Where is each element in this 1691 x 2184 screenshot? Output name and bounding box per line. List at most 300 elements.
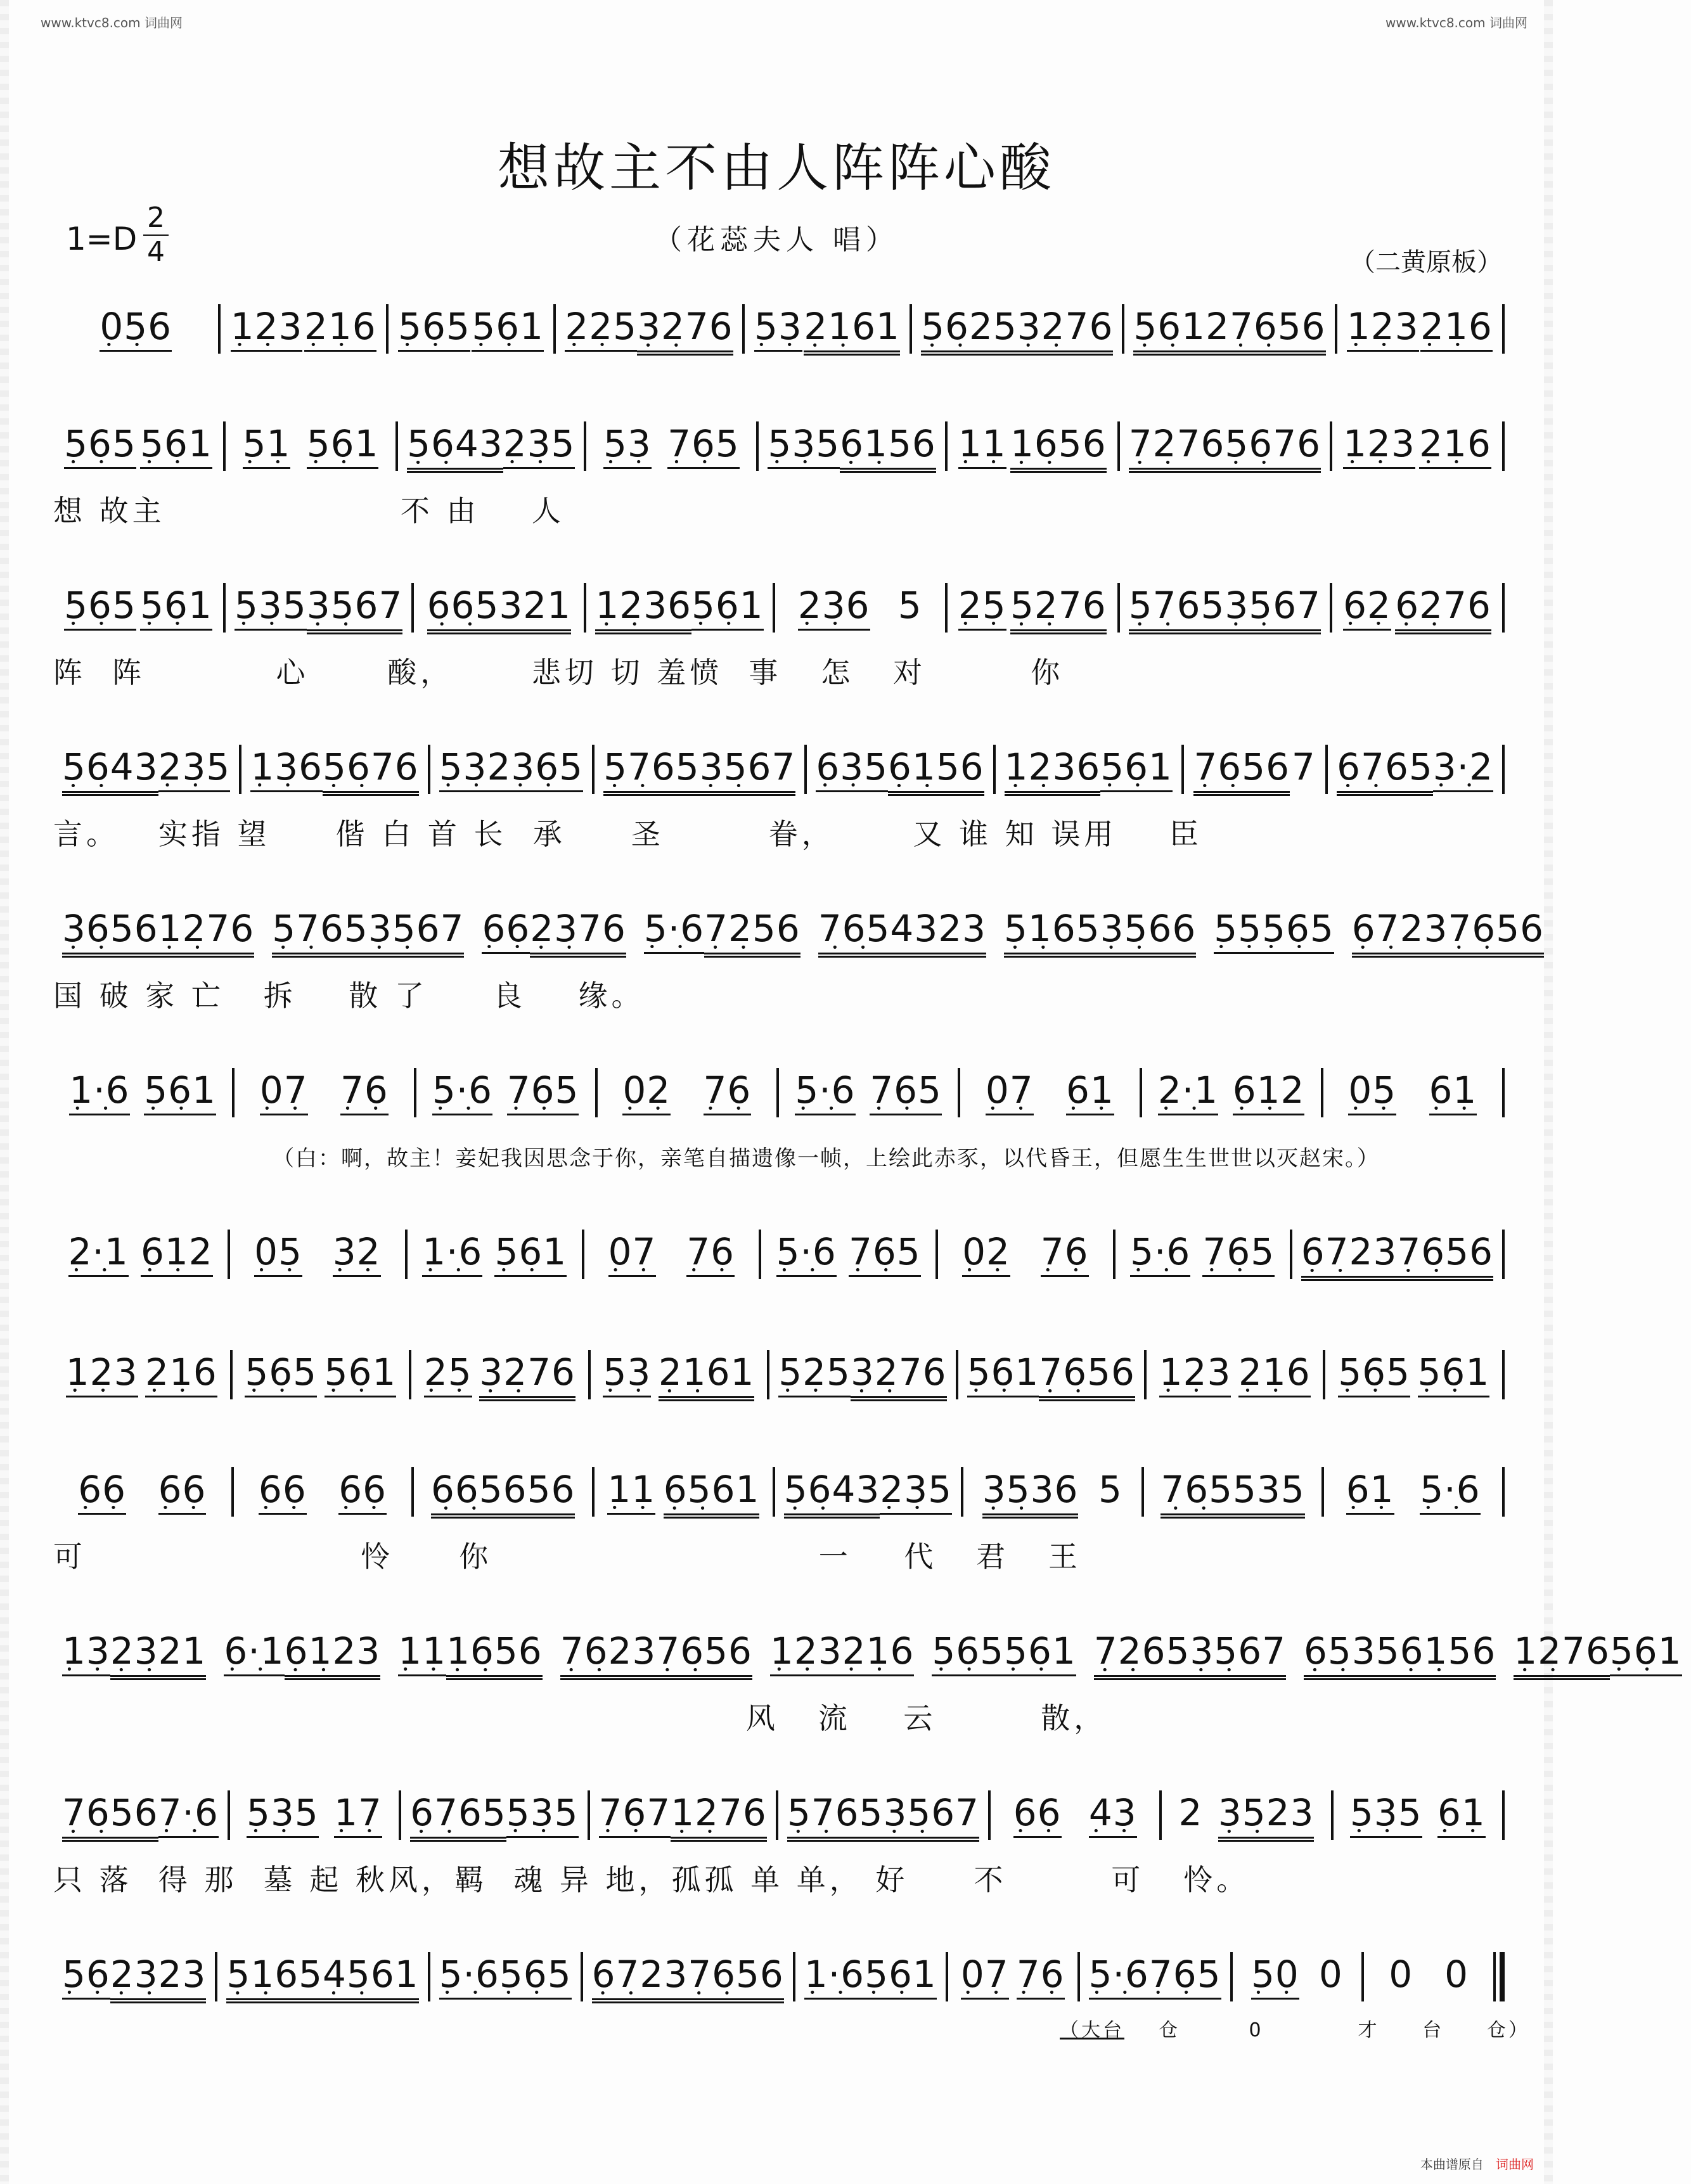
measure [958, 1350, 1144, 1401]
score-system [53, 1790, 1505, 1842]
score-system [53, 1467, 1505, 1519]
note-group: 5643 • • [407, 421, 503, 473]
note-group: 13 • • [62, 1629, 110, 1676]
note-group: 235 • • [880, 1467, 952, 1515]
note-group: 123 • • [770, 1629, 842, 1676]
barline [1502, 583, 1505, 633]
note-group: 612 • • [1233, 1068, 1305, 1115]
perc-c: 0 [1249, 2019, 1264, 2041]
measure [556, 304, 742, 356]
measure [414, 583, 584, 634]
measure [586, 583, 772, 634]
note-group: 561 • • [472, 304, 544, 352]
note-group: 56 • • [62, 1952, 110, 2000]
perc-b: 仓 [1159, 2019, 1181, 2041]
note-group: 365 • • [511, 745, 583, 792]
measure [584, 1230, 759, 1277]
note-group: 1·6 • • [804, 1952, 865, 2000]
note-group: 61 • • [1066, 1068, 1114, 1115]
note-group: 07 • • [608, 1230, 657, 1277]
perc-d: 才 [1358, 2019, 1380, 2041]
note-group: 5·6 • • [795, 1068, 855, 1115]
note-group: 565 • • [64, 421, 136, 469]
measure [1184, 745, 1325, 796]
barline [1502, 1230, 1505, 1279]
note-group: 561 • • [865, 1952, 937, 2000]
note-group: 5·6 • • [1420, 1467, 1480, 1515]
measure [991, 1790, 1159, 1838]
note-group: 3656 • • [62, 906, 158, 958]
measure [53, 1467, 231, 1515]
note-group: 2·1 • • [1158, 1068, 1218, 1115]
note-group: 3566 • • [1100, 906, 1197, 958]
measure [221, 304, 385, 352]
note-group: 2161 • • [659, 1350, 755, 1401]
measure [745, 304, 910, 356]
note-group: 561 • • [144, 1068, 216, 1115]
note-group: 5765 • • [1129, 583, 1225, 634]
note-group: 765 • • [1202, 1230, 1275, 1277]
barline [1502, 1790, 1505, 1840]
note-group: 76 • • [340, 1068, 389, 1115]
measure [1162, 1790, 1330, 1842]
note-group: 5643 • • [784, 1467, 880, 1519]
barline [1502, 1467, 1505, 1517]
site-watermark-right: www.ktvc8.com 词曲网 [1385, 15, 1527, 30]
note-group: 17 • • [334, 1790, 382, 1838]
measure [1080, 1952, 1230, 2000]
note-group: 5676 • • [323, 745, 419, 796]
measure [53, 1350, 230, 1397]
measure [226, 421, 395, 469]
measure [53, 906, 263, 958]
footer [1420, 2154, 1534, 2173]
note-group: 02 • • [622, 1068, 671, 1115]
measure [960, 1068, 1139, 1115]
note-group: 535 • • [247, 1790, 319, 1838]
note-group: 5765 • • [272, 906, 368, 958]
note-group: 7654323 • • [818, 906, 986, 958]
note-group: 6276 • • [1395, 583, 1491, 634]
note-group: 5 [1098, 1468, 1122, 1511]
note-group: 02 • • [962, 1230, 1010, 1277]
note-group: 235 • • [503, 421, 575, 469]
note-group: 2376 • • [530, 906, 626, 958]
note-group: 216 • • [1419, 421, 1491, 469]
note-group: 6·1 • • [224, 1629, 284, 1676]
note-group: 565 • • [245, 1350, 317, 1397]
note-group: 565 • • [499, 1952, 572, 2000]
measure [761, 1629, 923, 1676]
note-group: 216 • • [304, 304, 376, 352]
note-group: 2321 • • [110, 1629, 207, 1680]
note-group: 0 [1318, 1953, 1343, 1996]
note-group: 765535 • • [1161, 1467, 1304, 1519]
measure [215, 1629, 389, 1680]
note-group: 216 • • [145, 1350, 217, 1397]
note-group: 6123 • • [285, 1629, 381, 1680]
note-group: 51 • • [243, 421, 291, 469]
note-group: 5276 • • [1010, 583, 1107, 634]
note-group: 765 • • [667, 421, 740, 469]
measure [53, 1629, 215, 1680]
measure [53, 421, 223, 469]
note-group: 2161 • • [804, 304, 900, 356]
note-group: 5643 • • [62, 745, 158, 796]
note-group: 535 • • [506, 1790, 579, 1838]
note-group: 1·6 • • [422, 1230, 482, 1277]
measure [1120, 421, 1330, 473]
note-group: 6535 • • [1304, 1629, 1400, 1680]
note-group: 5·6 • • [644, 906, 704, 954]
note-group: 32 • • [333, 1230, 381, 1277]
note-group: 3567 • • [1190, 1629, 1286, 1680]
note-group: 76 • • [1017, 1952, 1065, 2000]
note-group: 6561 • • [664, 1467, 760, 1519]
measure [1292, 1230, 1502, 1281]
left-margin-strip [0, 0, 9, 2184]
measure [996, 745, 1181, 796]
measure [938, 1230, 1112, 1277]
lyric-line: 可 怜 你 一 代 君 王 [53, 1539, 1081, 1574]
measure [778, 1790, 988, 1842]
perc-e: 台 [1422, 2019, 1444, 2041]
note-group: 561 • • [1610, 1629, 1682, 1676]
measure [595, 745, 804, 796]
note-group: 61 • • [1437, 1790, 1486, 1838]
note-group: 123 • • [1159, 1350, 1231, 1397]
measure [230, 1230, 404, 1277]
measure [401, 1790, 587, 1842]
note-group: 0 [1389, 1953, 1413, 1996]
lyric-line: 只 落 得 那 墓 起 秋风，羁 魂 异 地，孤孤 单 单， 好 不 可 怜。 [53, 1863, 1250, 1897]
note-group: 216 • • [1420, 304, 1493, 352]
note-group: 7276 • • [1129, 421, 1225, 473]
measure [1328, 745, 1502, 796]
measure [1147, 1350, 1323, 1397]
note-group: 6723 • • [592, 1952, 688, 2003]
note-group: 76 • • [704, 1068, 752, 1115]
note-group: 561 • • [140, 583, 212, 631]
note-group: 62 • • [1343, 583, 1391, 631]
note-group: 05 • • [254, 1230, 302, 1277]
score-system [53, 1230, 1505, 1281]
note-group: 056 • • [100, 304, 172, 352]
note-group: 07 • • [260, 1068, 308, 1115]
measure [807, 745, 993, 796]
note-group: 61 • • [1429, 1068, 1477, 1115]
score-title: 想故主不由人阵阵心酸 [497, 138, 1055, 198]
note-group: 6723 • • [1301, 1230, 1398, 1281]
note-group: 1656 • • [446, 1629, 543, 1680]
note-group: 3536 • • [982, 1467, 1079, 1519]
measure [241, 745, 427, 796]
note-group: 6156 • • [888, 745, 984, 796]
note-group: 7656 • • [1448, 906, 1544, 958]
note-group: 5·6 • • [776, 1230, 837, 1277]
lyric-line: 风 流 云 散， [53, 1701, 1107, 1735]
measure [1085, 1629, 1295, 1680]
note-group: 3567 • • [883, 1790, 979, 1842]
perc-f: 仓） [1486, 2019, 1530, 2041]
measure [779, 1068, 958, 1115]
note-group: 5165 • • [1004, 906, 1100, 958]
measure [635, 906, 809, 958]
note-group: 236 • • [798, 583, 870, 631]
note-group: 535 • • [1350, 1790, 1422, 1838]
note-group: 216 • • [1238, 1350, 1311, 1397]
note-group: 561 • • [1100, 745, 1173, 792]
note-group: 7656 • • [62, 1790, 158, 1842]
measure [235, 1068, 413, 1115]
score-system [53, 583, 1505, 634]
measure [586, 421, 756, 469]
note-group: 565 • • [64, 583, 136, 631]
measure [53, 583, 223, 631]
note-group: 3276 • • [479, 1350, 575, 1401]
note-group: 5·6 • • [1089, 1952, 1149, 2000]
measure [1323, 1068, 1502, 1115]
measure [1142, 1068, 1321, 1115]
measure [263, 906, 473, 958]
note-group: 665656 • • [431, 1467, 575, 1519]
barline [1502, 1350, 1505, 1399]
note-group: 5·6 • • [1130, 1230, 1190, 1277]
note-group: 1236 • • [1005, 745, 1101, 796]
note-group: 6765 • • [1337, 745, 1433, 796]
barline [1493, 1952, 1505, 2001]
note-group: 11 • • [607, 1467, 655, 1515]
measure [1124, 304, 1334, 356]
measure [389, 1629, 551, 1680]
measure [1205, 906, 1343, 954]
measure [1332, 421, 1502, 469]
measure [416, 1068, 595, 1115]
note-group: 3·2 • • [1433, 745, 1493, 792]
note-group: 6156 • • [840, 421, 936, 473]
measure [595, 1467, 773, 1519]
measure [430, 745, 592, 792]
note-group: 1276 • • [158, 906, 255, 958]
measure [1324, 1467, 1502, 1515]
note-group: 561 • • [494, 1230, 567, 1277]
note-group: 7656 • • [1039, 1350, 1135, 1401]
note-group: 7656 • • [1193, 745, 1290, 796]
measure [995, 906, 1205, 958]
note-group: 765 • • [507, 1068, 579, 1115]
note-group: 25 • • [424, 1350, 472, 1397]
measure [583, 1952, 793, 2003]
note-group: 11 • • [958, 421, 1006, 469]
measure [411, 1350, 588, 1401]
note-group: 561 • • [140, 421, 212, 469]
note-group: 1656 • • [1010, 421, 1107, 473]
measure [233, 1350, 409, 1397]
measure [1505, 1629, 1690, 1680]
score-system [53, 745, 1505, 796]
measure [963, 1467, 1141, 1519]
note-group: 2·1 • • [68, 1230, 129, 1277]
note-group: 123 • • [66, 1350, 138, 1397]
note-group: 561 • • [967, 1350, 1039, 1397]
note-group: 665321 • • [427, 583, 571, 634]
note-group: 55 • • [1214, 906, 1262, 954]
note-group: 3567 • • [307, 583, 403, 634]
note-group: 525 • • [778, 1350, 851, 1397]
note-group: 53 • • [603, 1350, 651, 1397]
measure [809, 906, 995, 958]
note-group: 50 • • [1251, 1952, 1299, 2000]
lyric-line: 阵 阵 心 酸， 悲切 切 羞愤 事 怎 对 你 [53, 655, 1064, 690]
note-group: 765 • • [870, 1068, 942, 1115]
measure [1337, 304, 1502, 352]
measure [923, 1629, 1084, 1676]
measure [1144, 1467, 1322, 1519]
measure [795, 1952, 946, 2000]
measure [234, 1467, 412, 1515]
measure [590, 1790, 776, 1842]
measure [53, 1068, 232, 1115]
note-group: 565 • • [1338, 1350, 1410, 1397]
note-group: 5612 • • [1133, 304, 1230, 356]
note-group: 3276 • • [637, 304, 733, 356]
note-group: 561 • • [307, 421, 379, 469]
measure [473, 906, 634, 958]
note-group: 2 [1178, 1791, 1203, 1834]
note-group: 767 • • [599, 1790, 671, 1838]
meter-denominator: 4 [147, 236, 165, 268]
note-group: 7656 • • [1230, 304, 1326, 356]
measure [1233, 1952, 1362, 2000]
note-group: 1236 • • [595, 583, 691, 634]
measure [1325, 1350, 1502, 1397]
measure [53, 1230, 228, 1277]
note-group: 561 • • [325, 1350, 397, 1397]
note-group: 7256 • • [704, 906, 800, 958]
note-group: 561 • • [691, 583, 764, 631]
measure [398, 421, 584, 473]
note-group: 136 • • [250, 745, 323, 792]
measure [414, 1467, 592, 1519]
note-group: 07 • • [961, 1952, 1009, 2000]
note-group: 3276 • • [851, 1350, 947, 1401]
note-group: 6723 • • [1352, 906, 1448, 958]
aria-style: （二黄原板） [1350, 248, 1502, 277]
measure [1116, 1230, 1290, 1277]
measure [912, 304, 1122, 356]
measure [1364, 1952, 1493, 1996]
measure [948, 1952, 1077, 2000]
barline [1502, 745, 1505, 794]
note-group: 5165 • • [226, 1952, 323, 2003]
note-group: 3567 • • [1225, 583, 1321, 634]
note-group: 535 • • [768, 421, 840, 469]
note-group: 123 • • [1347, 304, 1419, 352]
note-group: 3567 • • [368, 906, 465, 958]
note-group: 25 • • [958, 583, 1006, 631]
measure [1343, 906, 1553, 958]
note-group: 6156 • • [1400, 1629, 1496, 1680]
score-system [53, 304, 1505, 356]
note-group: 612 • • [141, 1230, 213, 1277]
note-group: 0 [1444, 1953, 1469, 1996]
score-system [53, 421, 1505, 473]
measure [53, 1790, 228, 1842]
note-group: 76 • • [686, 1230, 735, 1277]
site-watermark-left: www.ktvc8.com 词曲网 [41, 15, 183, 30]
note-group: 6765 • • [410, 1790, 506, 1842]
note-group: 53 • • [603, 421, 652, 469]
note-group: 123 • • [231, 304, 303, 352]
note-group: 53 • • [754, 304, 802, 352]
measure [598, 1068, 776, 1115]
note-group: 66 • • [482, 906, 530, 954]
note-group: 5·6 • • [439, 1952, 499, 2000]
note-group: 7623 • • [560, 1629, 657, 1680]
score-system [53, 1952, 1505, 2003]
note-group: 66 • • [78, 1467, 126, 1515]
barline [1502, 1068, 1505, 1117]
spoken-dialogue: （白：啊，故主！妾妃我因思念于你，亲笔自描遗像一帧，上绘此赤豕，以代昏王，但愿生生世世以灭赵宋。） [273, 1146, 1380, 1171]
lyric-line: 想 故主 不 由 人 [53, 494, 565, 528]
meter-numerator: 2 [147, 202, 165, 234]
score-system [53, 1350, 1505, 1401]
note-group: 561 • • [1418, 1350, 1490, 1397]
note-group: 765 • • [849, 1230, 921, 1277]
note-group: 4561 • • [323, 1952, 419, 2003]
note-group: 225 • • [565, 304, 637, 352]
footer-left: 本曲谱原自 [1420, 2157, 1484, 2172]
note-group: 2323 • • [110, 1952, 207, 2003]
note-group: 5·6 • • [432, 1068, 492, 1115]
measure [761, 1230, 936, 1277]
note-group: 07 • • [986, 1068, 1034, 1115]
note-group: 66 • • [259, 1467, 307, 1515]
note-group: 765 • • [1149, 1952, 1221, 2000]
note-group: 66 • • [1013, 1790, 1062, 1838]
right-margin-strip [1544, 0, 1553, 2184]
percussion-line [1060, 2014, 1530, 2042]
note-group: 565 • • [932, 1629, 1004, 1676]
note-group: 216 • • [842, 1629, 915, 1676]
measure [948, 421, 1117, 473]
note-group: 635 • • [816, 745, 888, 792]
footer-brand: 词曲网 [1496, 2157, 1534, 2172]
key-signature: 1=D [66, 221, 138, 257]
measure [230, 1790, 399, 1838]
measure [775, 1467, 961, 1519]
note-group: 3567 • • [700, 745, 796, 796]
measure [217, 1952, 427, 2003]
note-group: 565 • • [1262, 906, 1334, 954]
note-group: 5765 • • [603, 745, 700, 796]
note-group: 1276 • • [1514, 1629, 1610, 1680]
measure [759, 421, 944, 473]
note-group: 61 • • [1346, 1467, 1394, 1515]
measure [53, 1952, 215, 2003]
measure [551, 1629, 761, 1680]
barline [1502, 421, 1505, 471]
note-group: 5 [897, 584, 922, 627]
note-group: 1276 • • [671, 1790, 767, 1842]
note-group: 66 • • [158, 1467, 207, 1515]
note-group: 43 • • [1089, 1790, 1137, 1838]
note-group: 7265 • • [1094, 1629, 1190, 1680]
perc-a: （大台 [1060, 2019, 1124, 2041]
measure [775, 583, 945, 631]
note-group: 3276 • • [1017, 304, 1114, 356]
measure [53, 304, 218, 352]
